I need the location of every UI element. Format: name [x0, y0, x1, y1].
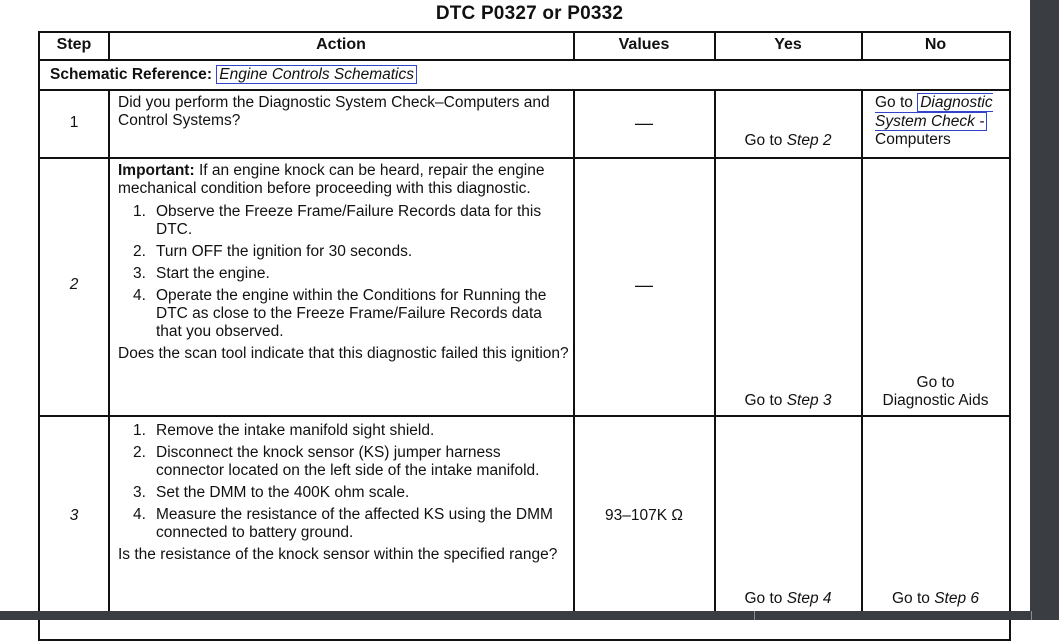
step-1-no-suffix: Computers [875, 131, 951, 148]
list-text: Set the DMM to the 400K ohm scale. [156, 484, 410, 501]
step-3-no [862, 590, 1009, 608]
list-item [118, 203, 570, 239]
header-values: Values [618, 36, 670, 53]
bar-divider [1031, 611, 1032, 620]
list-number: 2. [133, 243, 146, 260]
step-2-yes-prefix: Go to [744, 392, 787, 409]
list-number: 2. [133, 444, 146, 461]
list-number: 1. [133, 422, 146, 439]
goto-step-4-link[interactable]: Step 4 [786, 590, 832, 607]
col-divider [861, 33, 863, 612]
step-1-no [875, 94, 1007, 150]
list-number: 4. [133, 287, 146, 304]
step-3-no-prefix: Go to [891, 590, 935, 607]
schematic-colon: : [206, 66, 217, 83]
bar-divider [754, 611, 755, 620]
col-divider [108, 33, 110, 612]
list-number: 3. [133, 265, 146, 282]
list-item [118, 243, 570, 261]
list-number: 3. [133, 484, 146, 501]
diagnostic-aids-link[interactable]: Diagnostic Aids [882, 392, 989, 409]
header-step: Step [56, 36, 92, 53]
list-text: Remove the intake manifold sight shield. [156, 422, 435, 439]
step-2-action [118, 162, 570, 363]
step-2-value: — [635, 275, 653, 295]
step-2-yes [715, 392, 861, 410]
step-1-no-prefix: Go to [875, 94, 918, 111]
step-1-yes-prefix: Go to [744, 132, 787, 149]
step-3-question: Is the resistance of the knock sensor within the specified range? [118, 546, 558, 563]
schematic-reference [50, 66, 417, 84]
header-no: No [924, 36, 947, 53]
row-divider [40, 415, 1009, 417]
list-text: Start the engine. [156, 265, 270, 282]
list-number: 1. [133, 203, 146, 220]
goto-step-6-link[interactable]: Step 6 [934, 590, 980, 607]
goto-step-2-link[interactable]: Step 2 [786, 132, 832, 149]
list-item [118, 506, 570, 542]
step-2-list [118, 203, 570, 341]
step-1: 1 [69, 114, 79, 131]
step-2-no [862, 374, 1009, 410]
list-item [118, 484, 570, 502]
list-text: Operate the engine within the Conditions for Running the DTC as close to the Freeze Frame/Failure Records data that you observed. [156, 287, 547, 340]
diagnostic-table [38, 31, 1011, 641]
step-3-yes [715, 590, 861, 608]
step-3-yes-prefix: Go to [744, 590, 787, 607]
important-note [118, 162, 570, 198]
list-text: Observe the Freeze Frame/Failure Records data for this DTC. [156, 203, 542, 238]
engine-controls-schematics-link[interactable]: Engine Controls Schematics [216, 65, 417, 84]
viewer-side-panel [1030, 0, 1059, 620]
step-2-no-line1: Go to [916, 374, 955, 391]
step-1-value: — [635, 113, 653, 133]
list-number: 4. [133, 506, 146, 523]
row-divider [40, 157, 1009, 159]
viewer-bottom-bar [0, 611, 1059, 620]
list-item [118, 287, 570, 341]
list-text: Disconnect the knock sensor (KS) jumper harness connector located on the left side of the intake manifold. [156, 444, 540, 479]
step-3-action [118, 422, 570, 564]
diagnostic-system-check-link[interactable]: Diagnostic System Check - [875, 94, 993, 130]
step-3: 3 [69, 507, 79, 524]
header-action: Action [316, 36, 366, 53]
list-item [118, 265, 570, 283]
step-2: 2 [69, 276, 79, 293]
step-1-yes [715, 132, 861, 150]
step-3-list [118, 422, 570, 542]
step-1-action: Did you perform the Diagnostic System Check–Computers and Control Systems? [118, 94, 550, 129]
list-text: Turn OFF the ignition for 30 seconds. [156, 243, 413, 260]
page-title: DTC P0327 or P0332 [435, 3, 624, 24]
step-3-value: 93–107K Ω [605, 507, 683, 524]
list-item [118, 444, 570, 480]
list-text: Measure the resistance of the affected KS using the DMM connected to battery ground. [156, 506, 553, 541]
list-item [118, 422, 570, 440]
col-divider [714, 33, 716, 612]
goto-step-3-link[interactable]: Step 3 [786, 392, 832, 409]
header-yes: Yes [774, 36, 802, 53]
row-divider [40, 59, 1009, 61]
step-2-question: Does the scan tool indicate that this diagnostic failed this ignition? [118, 345, 569, 362]
important-text: If an engine knock can be heard, repair the engine mechanical condition before proceeding with this diagnostic. [118, 162, 545, 197]
important-label: Important: [118, 162, 195, 179]
schematic-label: Schematic Reference [50, 66, 207, 83]
row-divider [40, 89, 1009, 91]
